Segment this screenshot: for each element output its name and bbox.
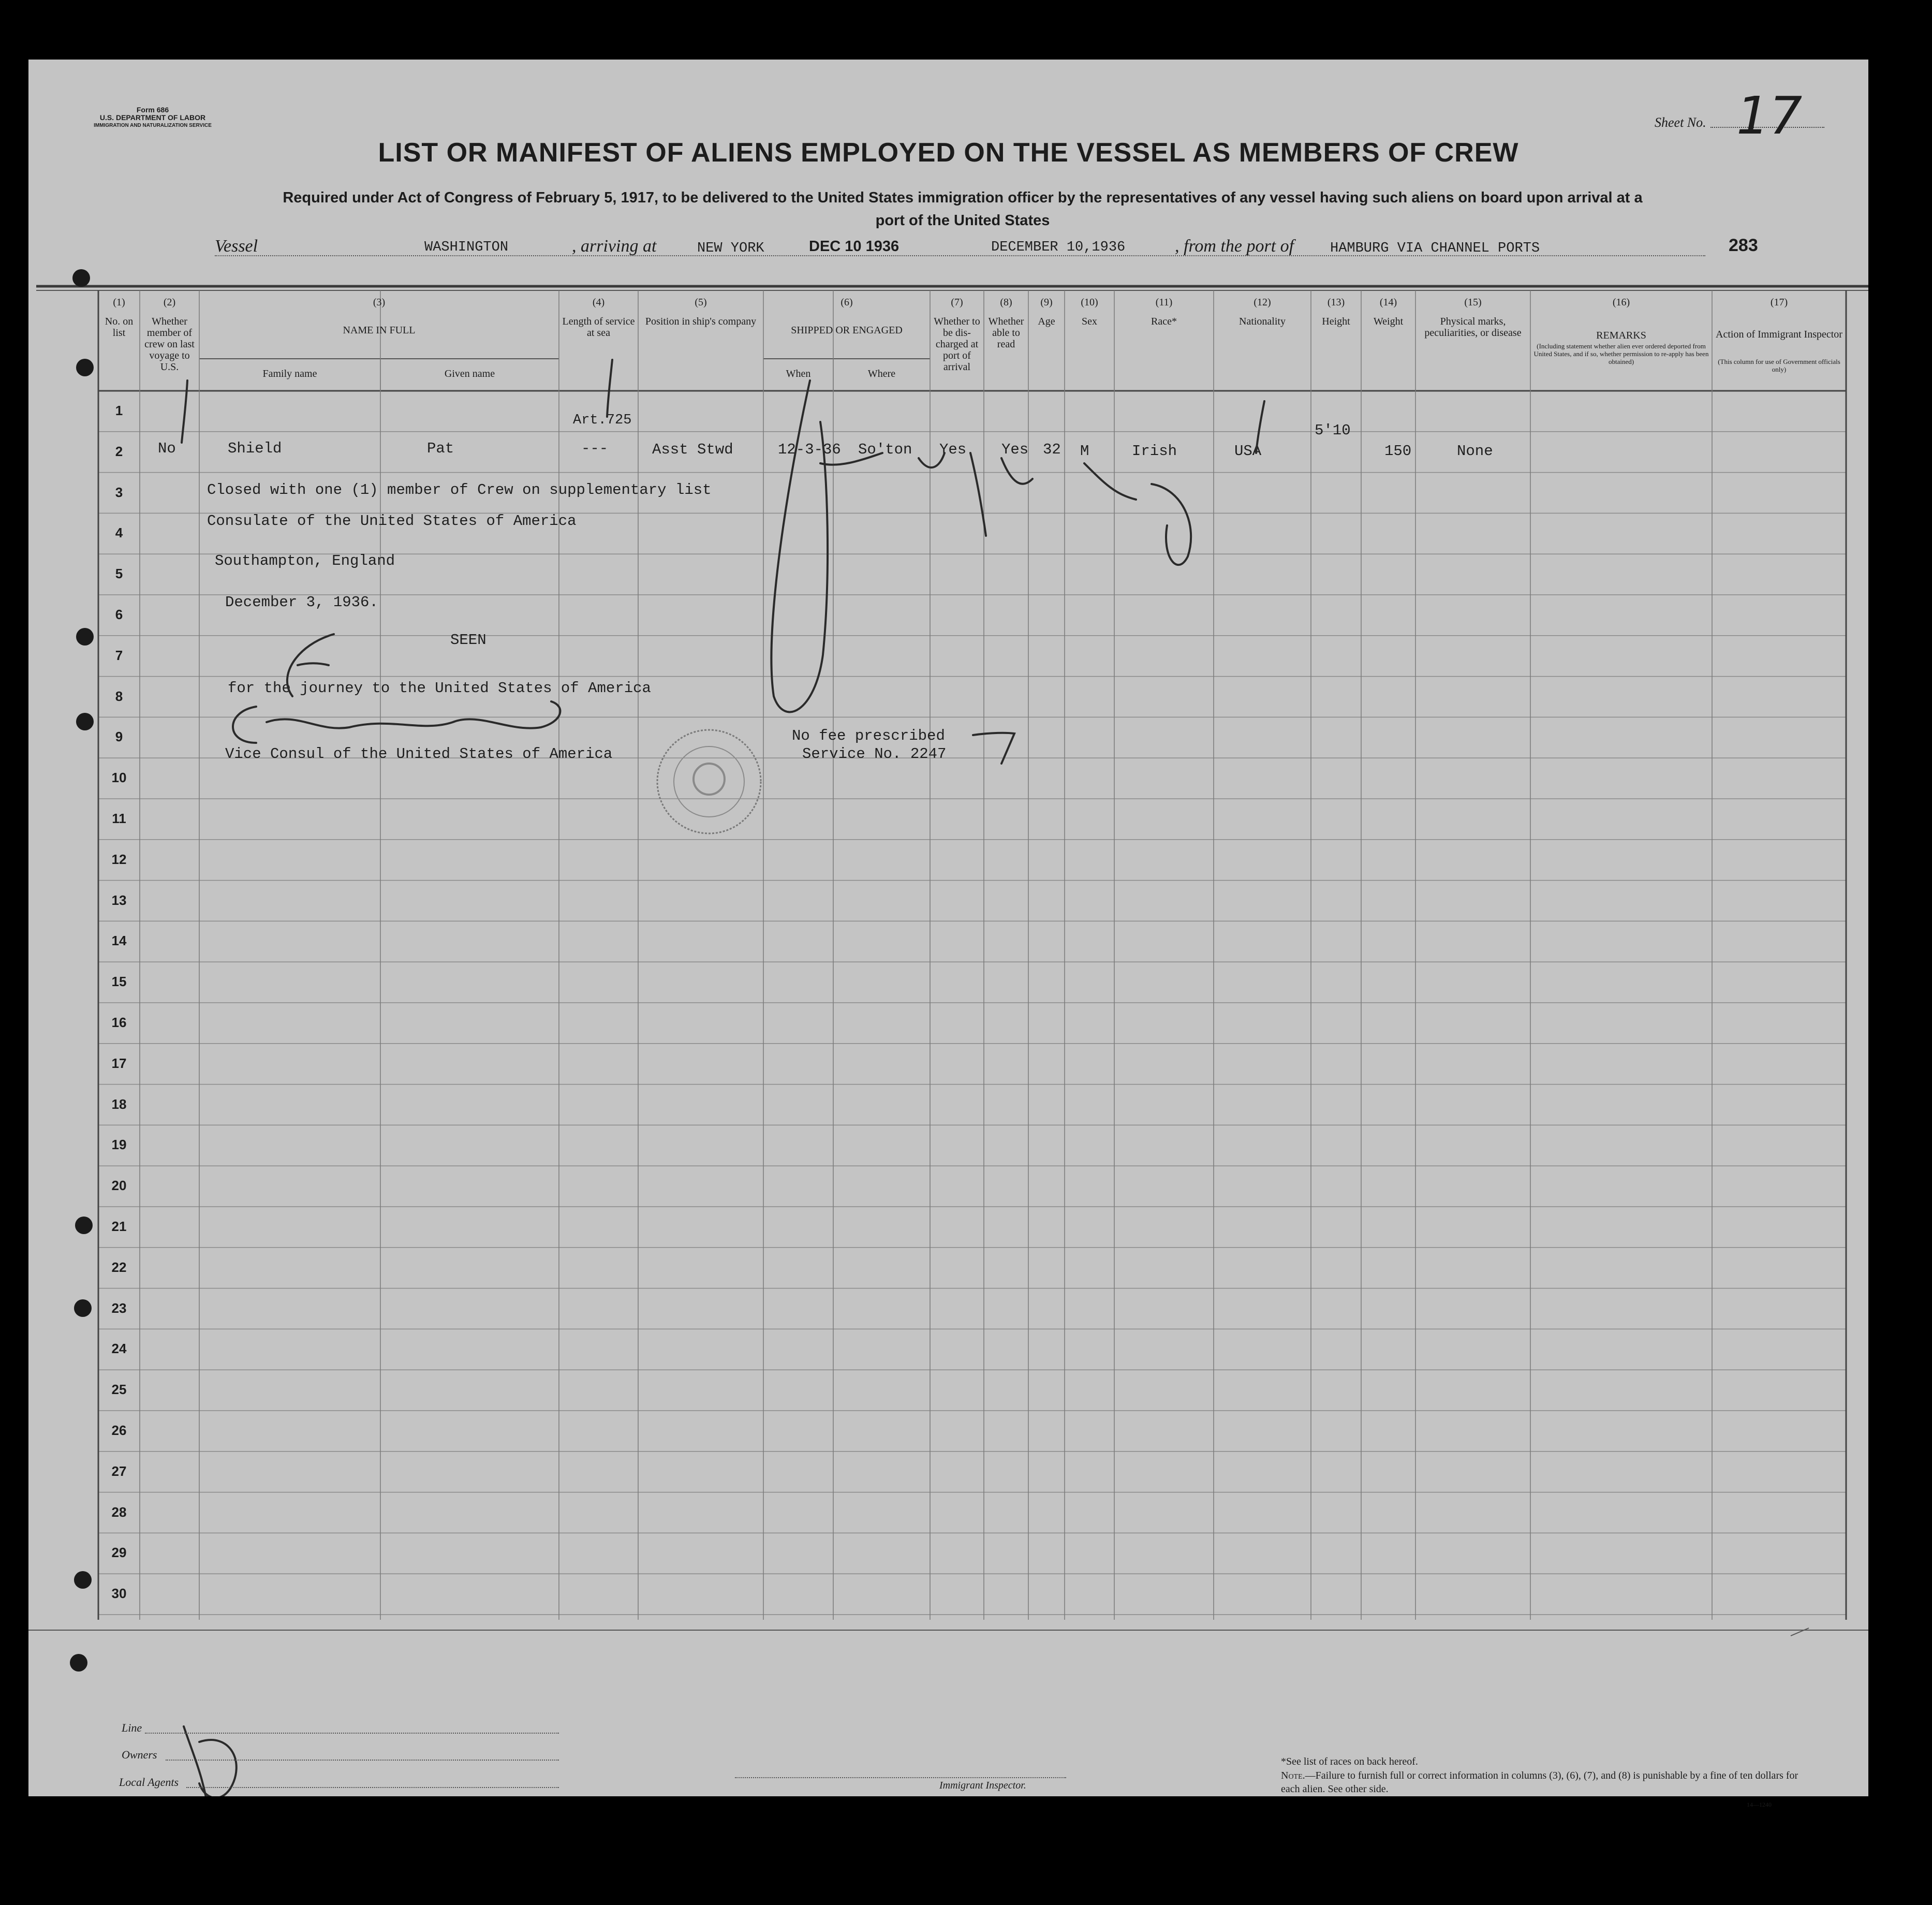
failure-note [1281, 1769, 1798, 1796]
binder-hole [76, 628, 94, 646]
column-header: Sex [1082, 316, 1097, 327]
column-header: REMARKS [1596, 330, 1646, 341]
service-number: Service No. 2247 [802, 745, 947, 763]
column-header: Age [1038, 316, 1055, 327]
arrival-date: DECEMBER 10,1936 [991, 240, 1126, 255]
column-number: (17) [1770, 297, 1788, 308]
tick-mark-length [607, 360, 612, 417]
footer-line-rule [145, 1733, 559, 1734]
column-number: (12) [1253, 297, 1271, 308]
position-cell: Asst Stwd [652, 441, 733, 458]
row-number: 23 [111, 1300, 127, 1316]
column-header: Length of service at sea [562, 316, 635, 339]
column-number: (13) [1327, 297, 1345, 308]
age-cell: 32 [1043, 441, 1061, 458]
tick-mark-footer [1791, 1628, 1809, 1636]
column-header: Height [1322, 316, 1350, 327]
department-name: U.S. DEPARTMENT OF LABOR [99, 113, 206, 122]
column-header: Action of Immigrant Inspector [1716, 329, 1842, 340]
column-subheader: When [786, 368, 811, 379]
row-number: 21 [111, 1219, 127, 1234]
page-title: LIST OR MANIFEST OF ALIENS EMPLOYED ON THE VESSEL AS MEMBERS OF CREW [378, 138, 1519, 168]
manifest-sheet [28, 60, 1868, 1808]
column-number: (15) [1464, 297, 1482, 308]
fee-note: No fee prescribed [792, 727, 945, 744]
column-number: (9) [1040, 297, 1053, 308]
column-header: Whether to be dis-charged at port of arrival [934, 316, 980, 373]
row-number: 11 [112, 811, 126, 826]
consulate-city: Southampton, England [215, 552, 395, 569]
discharged-cell: Yes [939, 441, 967, 458]
column-number: (11) [1155, 297, 1173, 308]
sex-cell: M [1080, 443, 1089, 460]
subtitle-line-2: port of the United States [875, 212, 1050, 229]
family-name-cell: Shield [228, 440, 282, 457]
row-number: 28 [111, 1504, 127, 1520]
vice-consul-signature [233, 701, 560, 743]
footer-line-label: Line [122, 1721, 142, 1734]
consulate-line: Consulate of the United States of America [207, 512, 577, 530]
column-number: (8) [1000, 297, 1012, 308]
row-number: 16 [111, 1015, 127, 1030]
row-number: 20 [111, 1178, 127, 1194]
row-number: 19 [111, 1137, 127, 1153]
race-cell: Irish [1132, 443, 1177, 460]
column-number: (6) [840, 297, 853, 308]
length-of-service-cell: --- [581, 440, 609, 457]
weight-cell: 150 [1384, 443, 1412, 460]
shipped-when-cell: 12-3-36 [778, 441, 841, 458]
vessel-label: Vessel [215, 237, 258, 256]
row-number: 24 [111, 1341, 127, 1357]
column-number: (4) [592, 297, 605, 308]
inspector-label: Immigrant Inspector. [939, 1780, 1026, 1791]
inspector-signature [771, 380, 828, 712]
tick-mark-nationality [1256, 401, 1264, 453]
row-number: 22 [111, 1259, 127, 1275]
stamp-number: 283 [1729, 236, 1758, 255]
service-name: IMMIGRATION AND NATURALIZATION SERVICE [94, 123, 212, 128]
arriving-label: , arriving at [572, 237, 657, 256]
binder-hole [75, 1217, 93, 1234]
footer-agents-label: Local Agents [119, 1776, 179, 1789]
row-number: 10 [111, 770, 127, 786]
row-number: 5 [115, 566, 123, 582]
column-number: (16) [1612, 297, 1630, 308]
column-header-note: (Including statement whether alien ever ordered deported from United States, and if so, whether permission to re-apply has been obtained) [1533, 342, 1709, 365]
column-header: NAME IN FULL [343, 325, 416, 336]
row-number: 13 [111, 892, 127, 908]
note-text: —Failure to furnish full or correct information in columns (3), (6), (7), and (8) is punishable by a fine of ten dollars for each alien. See other side. [1281, 1770, 1798, 1795]
row-number: 15 [111, 974, 127, 990]
nationality-cell: USA [1234, 443, 1262, 460]
column-header: Nationality [1239, 316, 1286, 327]
print-code: 14—1240 [1747, 1801, 1772, 1808]
row-number: 3 [115, 484, 123, 500]
column-header: Whether able to read [988, 316, 1024, 350]
column-header: Physical marks, peculiarities, or disease [1424, 316, 1522, 339]
race-note: *See list of races on back hereof. [1281, 1756, 1418, 1767]
row-number: 30 [111, 1586, 127, 1602]
inspector-signature-tail [820, 453, 1191, 565]
row-number: 29 [111, 1545, 127, 1561]
row-number: 27 [111, 1463, 127, 1479]
footer-owners-label: Owners [122, 1748, 157, 1761]
arrival-port: NEW YORK [697, 241, 764, 256]
footer-agents-rule [186, 1787, 559, 1788]
height-cell: 5'10 [1315, 422, 1351, 439]
binder-hole [74, 1571, 92, 1589]
vessel-name: WASHINGTON [424, 240, 509, 255]
row-number: 14 [111, 933, 127, 949]
length-annotation: Art.725 [573, 413, 632, 428]
row-number: 8 [115, 688, 123, 704]
from-port: HAMBURG VIA CHANNEL PORTS [1330, 241, 1540, 256]
column-number: (3) [373, 297, 386, 308]
column-number: (10) [1081, 297, 1098, 308]
column-number: (2) [163, 297, 176, 308]
form-number: Form 686 [136, 106, 169, 114]
column-header: Race* [1151, 316, 1177, 327]
column-number: (5) [695, 297, 707, 308]
seen-stamp: SEEN [450, 632, 486, 649]
consulate-date: December 3, 1936. [225, 594, 378, 611]
column-number: (7) [951, 297, 963, 308]
column-header: No. on list [105, 316, 134, 339]
column-header: Weight [1373, 316, 1404, 327]
row-number: 7 [115, 647, 123, 663]
column-header: Position in ship's company [645, 316, 757, 327]
column-number: (14) [1379, 297, 1397, 308]
handwriting-layer [28, 60, 1868, 1796]
last-voyage-cell: No [158, 440, 176, 457]
column-subheader: Family name [262, 368, 317, 379]
closing-note: Closed with one (1) member of Crew on supplementary list [207, 481, 712, 499]
binder-hole [70, 1654, 87, 1672]
journey-line: for the journey to the United States of America [228, 680, 651, 697]
row-number: 18 [111, 1096, 127, 1112]
binder-hole [76, 713, 94, 730]
given-name-cell: Pat [427, 440, 454, 457]
row-number: 4 [115, 525, 123, 541]
row-number: 1 [115, 403, 123, 418]
inspector-rule [735, 1777, 1066, 1778]
binder-hole [74, 1299, 92, 1317]
sheet-no-label: Sheet No. [1655, 115, 1706, 130]
sheet-no-value: 17 [1736, 85, 1803, 146]
footer-owners-rule [166, 1760, 559, 1761]
column-header: SHIPPED OR ENGAGED [791, 325, 903, 336]
row-number: 17 [111, 1055, 127, 1071]
footer-handwriting [184, 1726, 237, 1796]
row-number: 12 [111, 851, 127, 867]
tick-mark-no [182, 380, 187, 443]
row-number: 9 [115, 729, 123, 745]
column-subheader: Given name [444, 368, 495, 379]
row-number: 26 [111, 1423, 127, 1438]
row-number: 6 [115, 607, 123, 622]
service-number-mark [973, 733, 1014, 764]
row-number: 25 [111, 1382, 127, 1398]
column-number: (1) [113, 297, 125, 308]
note-label: Note. [1281, 1770, 1305, 1781]
column-header: Whether member of crew on last voyage to U.S. [144, 316, 195, 373]
column-subheader: Where [867, 368, 896, 379]
able-to-read-cell: Yes [1001, 441, 1029, 458]
consul-initial [287, 634, 334, 696]
column-header-note: (This column for use of Government officials only) [1718, 358, 1840, 373]
from-port-label: , from the port of [1175, 237, 1294, 256]
binder-hole [76, 359, 94, 376]
binder-hole [72, 269, 90, 287]
shipped-where-cell: So'ton [858, 441, 912, 458]
arrival-date-stamp: DEC 10 1936 [809, 238, 899, 255]
row-number: 2 [115, 443, 123, 459]
physical-marks-cell: None [1457, 443, 1493, 460]
vice-consul-line: Vice Consul of the United States of America [225, 745, 613, 763]
subtitle-line-1: Required under Act of Congress of February 5, 1917, to be delivered to the United States immigration officer by the representatives of any vessel having such aliens on board upon arrival at a [283, 189, 1643, 206]
